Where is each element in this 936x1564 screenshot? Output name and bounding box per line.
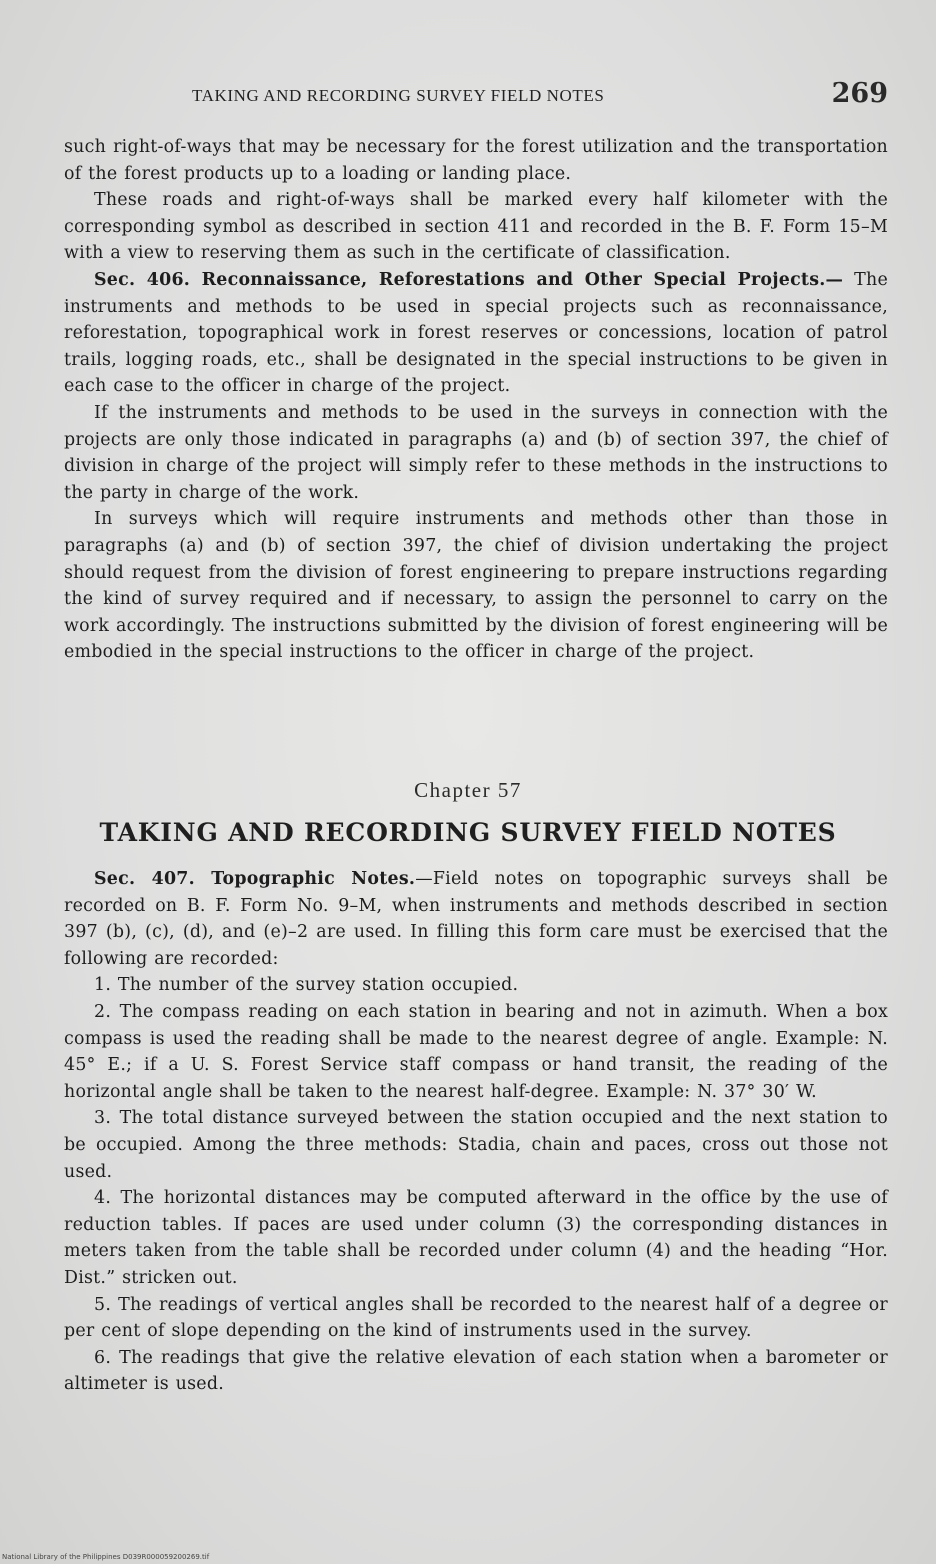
running-head bbox=[62, 78, 888, 114]
list-item: 2. The compass reading on each station in bearing and not in azimuth. When a box compass is used the reading shall be made to the nearest degree of angle. Example: N. 45° E.; if a U. S. Forest Service staff compass or hand transit, the reading of the horizontal angle shall be taken to the nearest half-degree. Example: N. 37° 30′ W. bbox=[64, 1001, 888, 1102]
section-406-heading: Sec. 406. Reconnaissance, Reforestations and Other Special Projects.— bbox=[94, 269, 844, 290]
page-number: 269 bbox=[831, 78, 888, 109]
chapter-label: Chapter 57 bbox=[414, 778, 522, 802]
list-item: 6. The readings that give the relative elevation of each station when a barometer or altimeter is used. bbox=[64, 1347, 888, 1395]
paragraph-continued: such right-of-ways that may be necessary for the forest utilization and the transportation of the forest products up to a loading or landing place. bbox=[64, 137, 888, 184]
paragraph-surveys: In surveys which will require instruments and methods other than those in paragraphs (a) and (b) of section 397, the chief of division undertaking the project should request from the division of forest engineering to prepare instructions regarding the kind of survey required and if necessary, to assign the personnel to carry on the work accordingly. The instructions submitted by the division of forest engineering will be embodied in the special instructions to the officer in charge of the project. bbox=[64, 509, 888, 663]
section-407-text: —Field notes on topographic surveys shall be recorded on B. F. Form No. 9–M, when instruments and methods described in section 397 (b), (c), (d), and (e)–2 are used. In filling this form care must be exercised that the following are recorded: bbox=[64, 869, 888, 969]
list-item: 5. The readings of vertical angles shall be recorded to the nearest half of a degree or per cent of slope depending on the kind of instruments used in the survey. bbox=[64, 1294, 888, 1342]
scan-footer: National Library of the Philippines D039R000059200269.tif bbox=[2, 1553, 210, 1561]
paragraph-instruments: If the instruments and methods to be used in the surveys in connection with the projects are only those indicated in paragraphs (a) and (b) of section 397, the chief of division in charge of the project will simply refer to these methods in the instructions to the party in charge of the work. bbox=[64, 402, 888, 503]
running-title: TAKING AND RECORDING SURVEY FIELD NOTES bbox=[192, 86, 605, 105]
bottom-text-block bbox=[64, 866, 888, 1398]
list-item: 1. The number of the survey station occupied. bbox=[94, 975, 519, 996]
chapter-title: TAKING AND RECORDING SURVEY FIELD NOTES bbox=[99, 818, 837, 847]
section-407 bbox=[64, 866, 888, 972]
paragraph-roads: These roads and right-of-ways shall be marked every half kilometer with the corresponding symbol as described in section 411 and recorded in the B. F. Form 15–M with a view to reserving them as such in the certificate of classification. bbox=[64, 190, 888, 264]
section-407-heading: Sec. 407. Topographic Notes. bbox=[94, 869, 416, 889]
list-item: 4. The horizontal distances may be computed afterward in the office by the use of reduction tables. If paces are used under column (3) the corresponding distances in meters taken from the table shall be recorded under column (4) and the heading “Hor. Dist.” stricken out. bbox=[64, 1188, 888, 1288]
section-406-text: The instruments and methods to be used in special projects such as reconnaissance, reforestation, topographical work in forest reserves or concessions, location of patrol trails, logging roads, etc., shall be designated in the special instructions to be given in each case to the officer in charge of the project. bbox=[64, 269, 888, 397]
section-406 bbox=[64, 267, 888, 400]
list-item: 3. The total distance surveyed between the station occupied and the next station to be occupied. Among the three methods: Stadia, chain and paces, cross out those not used. bbox=[64, 1108, 888, 1182]
top-text-block bbox=[64, 134, 888, 666]
